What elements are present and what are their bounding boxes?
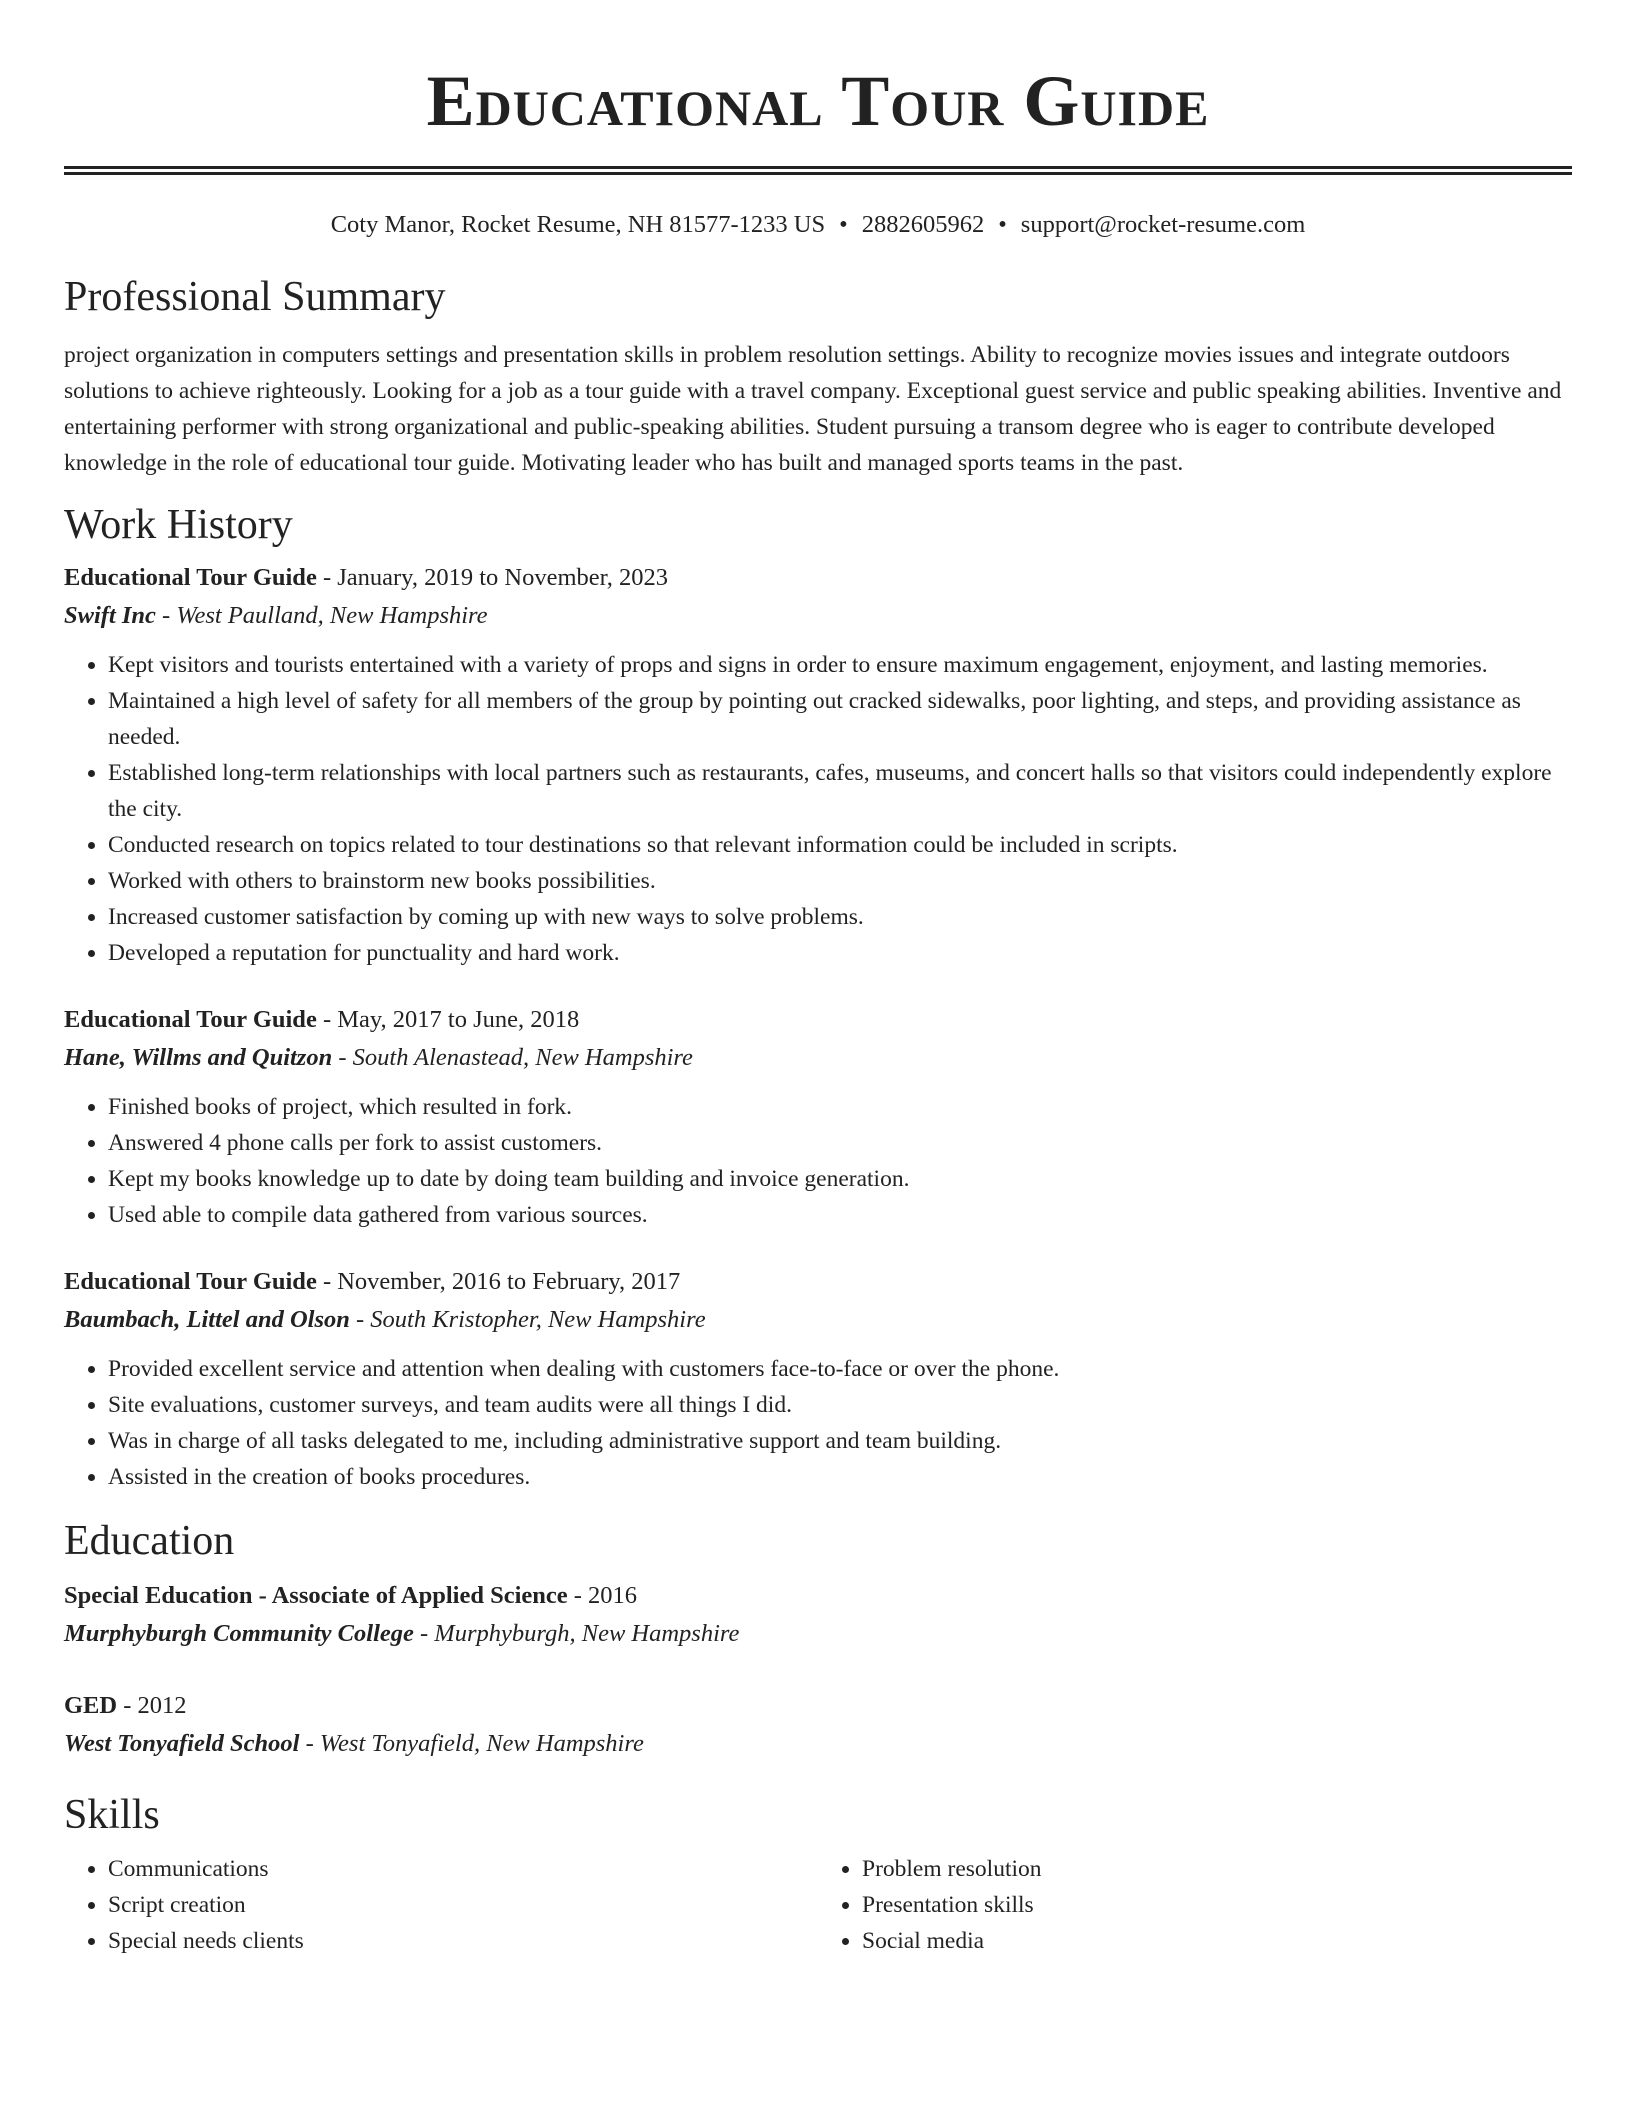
education-school: West Tonyafield School xyxy=(64,1730,300,1757)
list-item: • Maintained a high level of safety for all members of the group by pointing out cracked sidewalks, poor lighting, and steps, and providing assistance as needed. xyxy=(108,683,1572,755)
education-location: - West Tonyafield, New Hampshire xyxy=(299,1730,644,1757)
job-role: Educational Tour Guide xyxy=(64,564,317,591)
job-entry xyxy=(64,559,1572,971)
job-company: Hane, Willms and Quitzon xyxy=(64,1044,333,1071)
list-item: • Site evaluations, customer surveys, and team audits were all things I did. xyxy=(108,1387,1572,1423)
skill-item: • Script creation xyxy=(108,1887,818,1923)
contact-line xyxy=(64,209,1572,241)
contact-email: support@rocket-resume.com xyxy=(1020,211,1306,238)
job-company: Swift Inc xyxy=(64,602,156,629)
skills-title: Skills xyxy=(64,1792,160,1838)
job-location: - West Paulland, New Hampshire xyxy=(155,602,488,629)
job-company-line xyxy=(64,1039,1572,1077)
contact-phone: 2882605962 xyxy=(861,211,985,238)
education-title: Education xyxy=(64,1518,235,1564)
work-title: Work History xyxy=(64,502,293,548)
education-school-line xyxy=(64,1725,1572,1763)
job-role: Educational Tour Guide xyxy=(64,1006,317,1033)
education-school: Murphyburgh Community College xyxy=(64,1620,414,1647)
contact-address: Coty Manor, Rocket Resume, NH 81577-1233 US xyxy=(330,211,826,238)
education-school-line xyxy=(64,1615,1572,1653)
contact-separator: • xyxy=(839,211,848,238)
list-item: • Answered 4 phone calls per fork to assist customers. xyxy=(108,1125,1572,1161)
list-item: • Assisted in the creation of books procedures. xyxy=(108,1459,1572,1495)
list-item: • Was in charge of all tasks delegated to me, including administrative support and team building. xyxy=(108,1423,1572,1459)
list-item: • Established long-term relationships with local partners such as restaurants, cafes, museums, and concert halls so that visitors could independently explore the city. xyxy=(108,755,1572,827)
list-item: • Worked with others to brainstorm new books possibilities. xyxy=(108,863,1572,899)
job-dates: - November, 2016 to February, 2017 xyxy=(316,1268,681,1295)
job-location: - South Kristopher, New Hampshire xyxy=(349,1306,706,1333)
work-section xyxy=(64,499,1572,1495)
summary-text: project organization in computers settings and presentation skills in problem resolution settings. Ability to recognize movies issues and integrate outdoors solutions to achieve righteously. Looking for a job as a tour guide with a travel company. Exceptional guest service and public speaking abilities. Inventive and entertaining performer with strong organizational and public-speaking abilities. Student pursuing a transom degree who is eager to contribute developed knowledge in the role of educational tour guide. Motivating leader who has built and managed sports teams in the past. xyxy=(64,342,1562,476)
education-section xyxy=(64,1515,1572,1763)
job-bullets xyxy=(64,647,1572,971)
job-company: Baumbach, Littel and Olson xyxy=(64,1306,350,1333)
job-entry xyxy=(64,1263,1572,1495)
job-company-line xyxy=(64,597,1572,635)
summary-section xyxy=(64,271,1572,481)
skill-item: • Problem resolution xyxy=(862,1851,1572,1887)
job-heading xyxy=(64,559,1572,597)
header-divider xyxy=(64,166,1572,175)
education-location: - Murphyburgh, New Hampshire xyxy=(413,1620,740,1647)
skill-item: • Communications xyxy=(108,1851,818,1887)
job-bullets xyxy=(64,1351,1572,1495)
list-item: • Conducted research on topics related to tour destinations so that relevant information could be included in scripts. xyxy=(108,827,1572,863)
education-entry xyxy=(64,1577,1572,1653)
education-entry xyxy=(64,1687,1572,1763)
skills-columns xyxy=(64,1841,1572,1959)
contact-separator: • xyxy=(998,211,1007,238)
job-bullets xyxy=(64,1089,1572,1233)
summary-title: Professional Summary xyxy=(64,274,446,320)
job-heading xyxy=(64,1001,1572,1039)
list-item: • Kept my books knowledge up to date by doing team building and invoice generation. xyxy=(108,1161,1572,1197)
education-heading xyxy=(64,1687,1572,1725)
skills-section xyxy=(64,1789,1572,1959)
job-dates: - May, 2017 to June, 2018 xyxy=(316,1006,580,1033)
resume-page xyxy=(64,0,1572,1959)
education-degree: Special Education - Associate of Applied Science xyxy=(64,1582,568,1609)
list-item: • Developed a reputation for punctuality and hard work. xyxy=(108,935,1572,971)
job-dates: - January, 2019 to November, 2023 xyxy=(316,564,669,591)
job-heading xyxy=(64,1263,1572,1301)
job-location: - South Alenastead, New Hampshire xyxy=(332,1044,693,1071)
skill-item: • Presentation skills xyxy=(862,1887,1572,1923)
list-item: • Used able to compile data gathered from various sources. xyxy=(108,1197,1572,1233)
education-degree: GED xyxy=(64,1692,118,1719)
education-year: - 2012 xyxy=(117,1692,187,1719)
education-heading xyxy=(64,1577,1572,1615)
skill-item: • Special needs clients xyxy=(108,1923,818,1959)
list-item: • Finished books of project, which resulted in fork. xyxy=(108,1089,1572,1125)
job-entry xyxy=(64,1001,1572,1233)
resume-name: Educational Tour Guide xyxy=(426,61,1210,141)
skill-item: • Social media xyxy=(862,1923,1572,1959)
list-item: • Provided excellent service and attention when dealing with customers face-to-face or over the phone. xyxy=(108,1351,1572,1387)
skills-list-left xyxy=(64,1851,818,1959)
job-company-line xyxy=(64,1301,1572,1339)
education-year: - 2016 xyxy=(567,1582,638,1609)
list-item: • Increased customer satisfaction by coming up with new ways to solve problems. xyxy=(108,899,1572,935)
list-item: • Kept visitors and tourists entertained with a variety of props and signs in order to ensure maximum engagement, enjoyment, and lasting memories. xyxy=(108,647,1572,683)
job-role: Educational Tour Guide xyxy=(64,1268,317,1295)
skills-list-right xyxy=(818,1851,1572,1959)
